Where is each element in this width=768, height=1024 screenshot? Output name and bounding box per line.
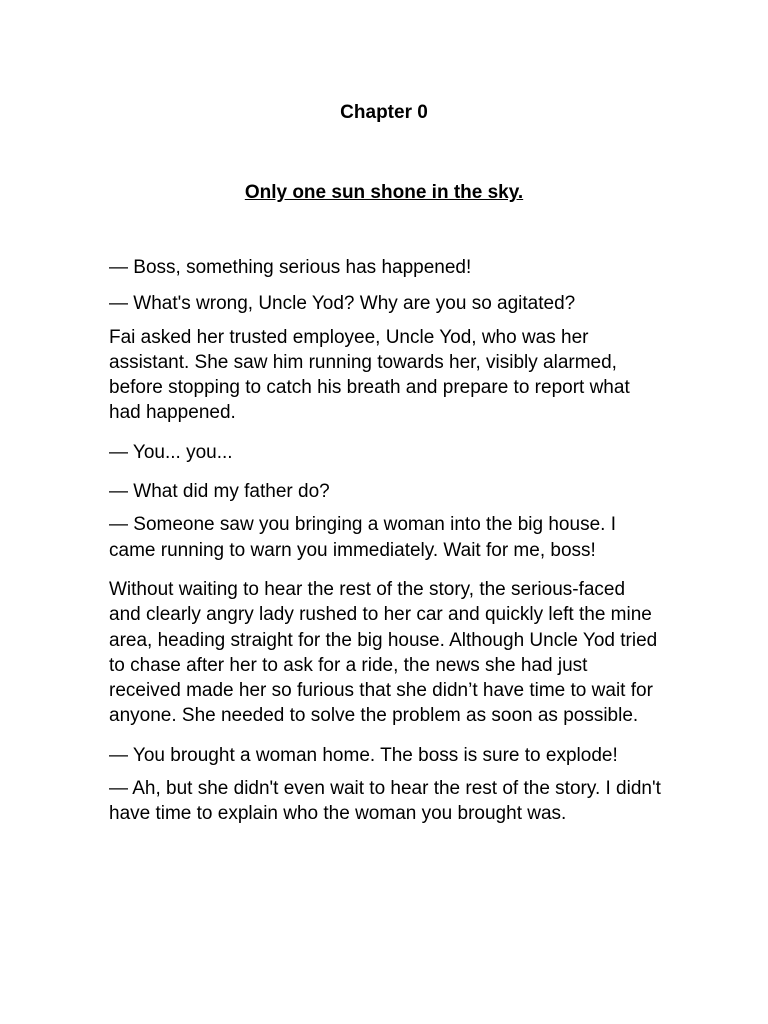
section-title: Only one sun shone in the sky. <box>244 182 524 203</box>
paragraph-5: — What did my father do? <box>109 481 330 503</box>
paragraph-1: — Boss, something serious has happened! <box>109 257 472 278</box>
paragraph-7: Without waiting to hear the rest of the story, the serious-faced and clearly angry lady rushed to her car and quickly left the mine area, heading straight for the big house. Although Uncle Yod tried to chase after her to ask for a ride, the news she had just received made her so furious that she didn’t have time to wait for anyone. She needed to solve the problem as soon as possible. <box>109 578 658 727</box>
paragraph-8: — You brought a woman home. The boss is sure to explode! <box>109 744 618 766</box>
paragraph-3: Fai asked her trusted employee, Uncle Yod, who was her assistant. She saw him running towards her, visibly alarmed, before stopping to catch his breath and prepare to report what had happened. <box>109 326 630 424</box>
paragraph-6: — Someone saw you bringing a woman into the big house. I came running to warn you immediately. Wait for me, boss! <box>109 514 616 561</box>
paragraph-9: — Ah, but she didn't even wait to hear the rest of the story. I didn't have time to explain who the woman you brought was. <box>109 778 661 825</box>
paragraph-4: — You... you... <box>109 441 233 463</box>
story-body <box>109 255 661 827</box>
chapter-heading: Chapter 0 <box>340 102 428 123</box>
paragraph-2: — What's wrong, Uncle Yod? Why are you so agitated? <box>109 293 576 315</box>
